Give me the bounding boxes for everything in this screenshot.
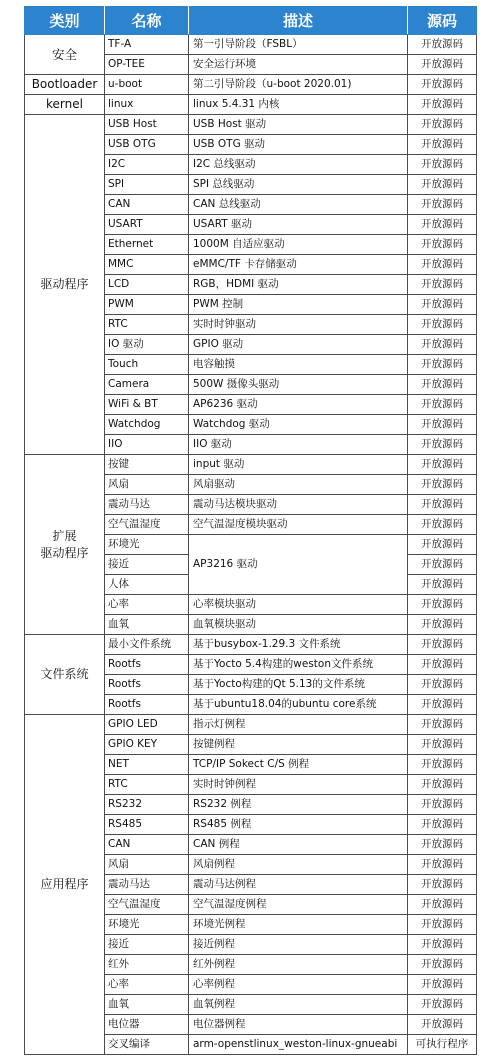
- source-cell: 开放源码: [408, 675, 477, 695]
- description-cell: RS232 例程: [189, 795, 408, 815]
- source-cell: 开放源码: [408, 195, 477, 215]
- description-cell: TCP/IP Sokect C/S 例程: [189, 755, 408, 775]
- source-cell: 开放源码: [408, 335, 477, 355]
- source-cell: 开放源码: [408, 455, 477, 475]
- source-cell: 开放源码: [408, 355, 477, 375]
- source-cell: 开放源码: [408, 695, 477, 715]
- name-cell: Touch: [105, 355, 189, 375]
- name-cell: 震动马达: [105, 495, 189, 515]
- description-cell: 血氧模块驱动: [189, 615, 408, 635]
- name-cell: IO 驱动: [105, 335, 189, 355]
- source-cell: 开放源码: [408, 995, 477, 1015]
- description-cell: 空气温湿度模块驱动: [189, 515, 408, 535]
- name-cell: u-boot: [105, 75, 189, 95]
- description-cell: 电位器例程: [189, 1015, 408, 1035]
- name-cell: WiFi & BT: [105, 395, 189, 415]
- name-cell: USB OTG: [105, 135, 189, 155]
- description-cell: USART 驱动: [189, 215, 408, 235]
- source-cell: 开放源码: [408, 975, 477, 995]
- description-cell: 安全运行环境: [189, 55, 408, 75]
- source-cell: 开放源码: [408, 875, 477, 895]
- table-body: [25, 35, 477, 1055]
- source-cell: 开放源码: [408, 75, 477, 95]
- name-cell: GPIO KEY: [105, 735, 189, 755]
- description-cell: CAN 总线驱动: [189, 195, 408, 215]
- header-source: 源码: [408, 7, 477, 35]
- category-cell: Bootloader: [25, 75, 105, 95]
- name-cell: SPI: [105, 175, 189, 195]
- description-cell: AP3216 驱动: [189, 535, 408, 595]
- category-cell: 扩展 驱动程序: [25, 455, 105, 635]
- description-cell: 血氧例程: [189, 995, 408, 1015]
- table-row: [25, 75, 477, 95]
- source-cell: 开放源码: [408, 595, 477, 615]
- name-cell: 空气温湿度: [105, 895, 189, 915]
- description-cell: 心率例程: [189, 975, 408, 995]
- source-cell: 开放源码: [408, 275, 477, 295]
- source-cell: 开放源码: [408, 115, 477, 135]
- name-cell: RTC: [105, 315, 189, 335]
- source-cell: 开放源码: [408, 635, 477, 655]
- table-row: [25, 95, 477, 115]
- name-cell: 接近: [105, 555, 189, 575]
- source-cell: 开放源码: [408, 155, 477, 175]
- source-cell: 开放源码: [408, 255, 477, 275]
- name-cell: 风扇: [105, 475, 189, 495]
- name-cell: 环境光: [105, 535, 189, 555]
- description-cell: 风扇驱动: [189, 475, 408, 495]
- description-cell: 基于busybox-1.29.3 文件系统: [189, 635, 408, 655]
- source-cell: 开放源码: [408, 215, 477, 235]
- name-cell: 环境光: [105, 915, 189, 935]
- description-cell: 基于Yocto构建的Qt 5.13的文件系统: [189, 675, 408, 695]
- description-cell: 环境光例程: [189, 915, 408, 935]
- description-cell: CAN 例程: [189, 835, 408, 855]
- description-cell: SPI 总线驱动: [189, 175, 408, 195]
- source-cell: 开放源码: [408, 55, 477, 75]
- description-cell: 实时时钟例程: [189, 775, 408, 795]
- software-resource-table: [24, 6, 477, 1055]
- header-row: [25, 7, 477, 35]
- table-row: [25, 715, 477, 735]
- name-cell: 血氧: [105, 615, 189, 635]
- description-cell: linux 5.4.31 内核: [189, 95, 408, 115]
- name-cell: CAN: [105, 835, 189, 855]
- source-cell: 开放源码: [408, 375, 477, 395]
- description-cell: 第二引导阶段（u-boot 2020.01): [189, 75, 408, 95]
- description-cell: 基于Yocto 5.4构建的weston文件系统: [189, 655, 408, 675]
- table-header: [25, 7, 477, 35]
- name-cell: OP-TEE: [105, 55, 189, 75]
- source-cell: 开放源码: [408, 895, 477, 915]
- name-cell: 电位器: [105, 1015, 189, 1035]
- description-cell: 500W 摄像头驱动: [189, 375, 408, 395]
- source-cell: 开放源码: [408, 175, 477, 195]
- name-cell: PWM: [105, 295, 189, 315]
- name-cell: linux: [105, 95, 189, 115]
- description-cell: 心率模块驱动: [189, 595, 408, 615]
- description-cell: 第一引导阶段（FSBL）: [189, 35, 408, 55]
- source-cell: 可执行程序: [408, 1035, 477, 1055]
- table-row: [25, 115, 477, 135]
- category-cell: 安全: [25, 35, 105, 75]
- source-cell: 开放源码: [408, 775, 477, 795]
- description-cell: AP6236 驱动: [189, 395, 408, 415]
- source-cell: 开放源码: [408, 235, 477, 255]
- source-cell: 开放源码: [408, 915, 477, 935]
- description-cell: Watchdog 驱动: [189, 415, 408, 435]
- name-cell: 最小文件系统: [105, 635, 189, 655]
- name-cell: IIO: [105, 435, 189, 455]
- name-cell: 人体: [105, 575, 189, 595]
- source-cell: 开放源码: [408, 535, 477, 555]
- source-cell: 开放源码: [408, 495, 477, 515]
- name-cell: RS485: [105, 815, 189, 835]
- source-cell: 开放源码: [408, 755, 477, 775]
- name-cell: USART: [105, 215, 189, 235]
- source-cell: 开放源码: [408, 315, 477, 335]
- description-cell: 震动马达例程: [189, 875, 408, 895]
- description-cell: 电容触摸: [189, 355, 408, 375]
- source-cell: 开放源码: [408, 795, 477, 815]
- description-cell: input 驱动: [189, 455, 408, 475]
- description-cell: 空气温湿度例程: [189, 895, 408, 915]
- name-cell: RS232: [105, 795, 189, 815]
- source-cell: 开放源码: [408, 735, 477, 755]
- source-cell: 开放源码: [408, 475, 477, 495]
- description-cell: 接近例程: [189, 935, 408, 955]
- table-row: [25, 635, 477, 655]
- description-cell: 按键例程: [189, 735, 408, 755]
- source-cell: 开放源码: [408, 855, 477, 875]
- name-cell: LCD: [105, 275, 189, 295]
- description-cell: 指示灯例程: [189, 715, 408, 735]
- name-cell: 接近: [105, 935, 189, 955]
- source-cell: 开放源码: [408, 955, 477, 975]
- header-category: 类别: [25, 7, 105, 35]
- name-cell: Watchdog: [105, 415, 189, 435]
- name-cell: NET: [105, 755, 189, 775]
- name-cell: 震动马达: [105, 875, 189, 895]
- description-cell: 红外例程: [189, 955, 408, 975]
- source-cell: 开放源码: [408, 135, 477, 155]
- name-cell: 心率: [105, 975, 189, 995]
- source-cell: 开放源码: [408, 615, 477, 635]
- name-cell: 风扇: [105, 855, 189, 875]
- name-cell: Rootfs: [105, 655, 189, 675]
- name-cell: 心率: [105, 595, 189, 615]
- source-cell: 开放源码: [408, 435, 477, 455]
- table-row: [25, 35, 477, 55]
- source-cell: 开放源码: [408, 35, 477, 55]
- source-cell: 开放源码: [408, 395, 477, 415]
- description-cell: RGB，HDMI 驱动: [189, 275, 408, 295]
- description-cell: IIO 驱动: [189, 435, 408, 455]
- header-name: 名称: [105, 7, 189, 35]
- name-cell: Rootfs: [105, 675, 189, 695]
- name-cell: 按键: [105, 455, 189, 475]
- name-cell: MMC: [105, 255, 189, 275]
- description-cell: arm-openstlinux_weston-linux-gnueabi: [189, 1035, 408, 1055]
- description-cell: USB Host 驱动: [189, 115, 408, 135]
- category-cell: 驱动程序: [25, 115, 105, 455]
- description-cell: 基于ubuntu18.04的ubuntu core系统: [189, 695, 408, 715]
- category-cell: 应用程序: [25, 715, 105, 1055]
- source-cell: 开放源码: [408, 655, 477, 675]
- source-cell: 开放源码: [408, 95, 477, 115]
- description-cell: 风扇例程: [189, 855, 408, 875]
- name-cell: 交叉编译: [105, 1035, 189, 1055]
- source-cell: 开放源码: [408, 835, 477, 855]
- category-cell: kernel: [25, 95, 105, 115]
- name-cell: RTC: [105, 775, 189, 795]
- source-cell: 开放源码: [408, 515, 477, 535]
- source-cell: 开放源码: [408, 935, 477, 955]
- name-cell: I2C: [105, 155, 189, 175]
- name-cell: 血氧: [105, 995, 189, 1015]
- table-row: [25, 455, 477, 475]
- description-cell: GPIO 驱动: [189, 335, 408, 355]
- description-cell: RS485 例程: [189, 815, 408, 835]
- description-cell: eMMC/TF 卡存储驱动: [189, 255, 408, 275]
- description-cell: 震动马达模块驱动: [189, 495, 408, 515]
- name-cell: Camera: [105, 375, 189, 395]
- description-cell: I2C 总线驱动: [189, 155, 408, 175]
- name-cell: 空气温湿度: [105, 515, 189, 535]
- source-cell: 开放源码: [408, 295, 477, 315]
- name-cell: GPIO LED: [105, 715, 189, 735]
- name-cell: Rootfs: [105, 695, 189, 715]
- description-cell: PWM 控制: [189, 295, 408, 315]
- name-cell: TF-A: [105, 35, 189, 55]
- source-cell: 开放源码: [408, 815, 477, 835]
- name-cell: Ethernet: [105, 235, 189, 255]
- source-cell: 开放源码: [408, 715, 477, 735]
- name-cell: CAN: [105, 195, 189, 215]
- source-cell: 开放源码: [408, 555, 477, 575]
- description-cell: 1000M 自适应驱动: [189, 235, 408, 255]
- source-cell: 开放源码: [408, 415, 477, 435]
- header-description: 描述: [189, 7, 408, 35]
- category-cell: 文件系统: [25, 635, 105, 715]
- name-cell: USB Host: [105, 115, 189, 135]
- description-cell: 实时时钟驱动: [189, 315, 408, 335]
- source-cell: 开放源码: [408, 575, 477, 595]
- description-cell: USB OTG 驱动: [189, 135, 408, 155]
- name-cell: 红外: [105, 955, 189, 975]
- source-cell: 开放源码: [408, 1015, 477, 1035]
